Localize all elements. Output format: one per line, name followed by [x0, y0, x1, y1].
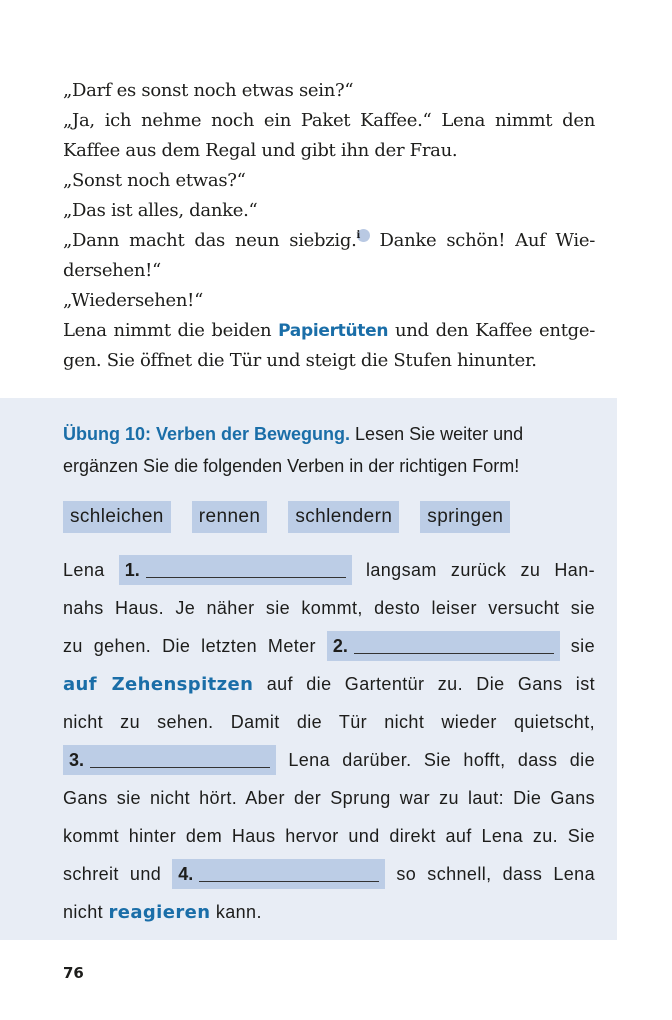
exercise	[63, 418, 595, 931]
story-line: „Ja, ich nehme noch ein Paket Kaffee.“ Lena nimmt den	[63, 110, 595, 131]
text: kann.	[210, 902, 262, 922]
blank-number: 4.	[178, 864, 194, 884]
text: Lena	[63, 560, 105, 580]
page-number: 76	[63, 964, 84, 982]
blank-1[interactable]	[119, 555, 352, 585]
exercise-line	[63, 627, 595, 665]
info-icon[interactable]: i	[357, 229, 370, 242]
text: schreit und	[63, 864, 162, 884]
text: zu gehen. Die letzten Meter	[63, 636, 316, 656]
story-line	[63, 316, 595, 346]
text: sie	[570, 636, 595, 656]
exercise-line	[63, 855, 595, 893]
exercise-line: Gans sie nicht hört. Aber der Sprung war zu laut: Die Gans	[63, 788, 595, 808]
exercise-line	[63, 893, 595, 931]
verb-chip: springen	[420, 501, 510, 533]
story-line: Kaffee aus dem Regal und gibt ihn der Frau.	[63, 140, 458, 161]
story-line: „Darf es sonst noch etwas sein?“	[63, 80, 354, 101]
text: und den Kaffee entge-	[388, 320, 595, 341]
story-line	[63, 226, 595, 256]
text: „Dann macht das neun siebzig.	[63, 230, 357, 251]
exercise-line: nicht zu sehen. Damit die Tür nicht wieder quietscht,	[63, 712, 595, 732]
blank-4[interactable]	[172, 859, 385, 889]
text: nicht	[63, 902, 109, 922]
vocab-word[interactable]: Papiertüten	[278, 321, 389, 341]
verb-chips	[63, 501, 595, 533]
blank-3[interactable]	[63, 745, 276, 775]
text: Lena nimmt die beiden	[63, 320, 279, 341]
blank-number: 3.	[69, 750, 85, 770]
blank-2[interactable]	[327, 631, 560, 661]
exercise-line: kommt hinter dem Haus hervor und direkt auf Lena zu. Sie	[63, 826, 595, 846]
text: Danke schön! Auf Wie-	[369, 230, 595, 251]
story-line: gen. Sie öffnet die Tür und steigt die Stufen hinunter.	[63, 350, 537, 371]
verb-chip: rennen	[192, 501, 268, 533]
story-line: dersehen!“	[63, 260, 161, 281]
story-line: „Wiedersehen!“	[63, 290, 204, 311]
text: auf die Gartentür zu. Die Gans ist	[266, 674, 595, 694]
exercise-instruction: Lesen Sie weiter und ergänzen Sie die folgenden Verben in der richtigen Form!	[63, 424, 524, 476]
blank-number: 1.	[124, 560, 140, 580]
exercise-line	[63, 741, 595, 779]
exercise-heading: Übung 10: Verben der Bewegung.	[63, 424, 351, 444]
exercise-line: nahs Haus. Je näher sie kommt, desto leiser versucht sie	[63, 598, 595, 618]
vocab-word[interactable]: reagieren	[108, 902, 211, 923]
story-line: „Das ist alles, danke.“	[63, 200, 258, 221]
text: langsam zurück zu Han-	[365, 560, 596, 580]
verb-chip: schleichen	[63, 501, 171, 533]
text: Lena darüber. Sie hofft, dass die	[288, 750, 595, 770]
text: so schnell, dass Lena	[396, 864, 596, 884]
exercise-line	[63, 665, 595, 703]
story-line: „Sonst noch etwas?“	[63, 170, 246, 191]
verb-chip: schlendern	[288, 501, 399, 533]
blank-number: 2.	[332, 636, 348, 656]
story-text	[63, 76, 595, 376]
exercise-title	[63, 418, 595, 482]
vocab-word[interactable]: auf Zehenspitzen	[63, 674, 254, 695]
exercise-line	[63, 551, 595, 589]
